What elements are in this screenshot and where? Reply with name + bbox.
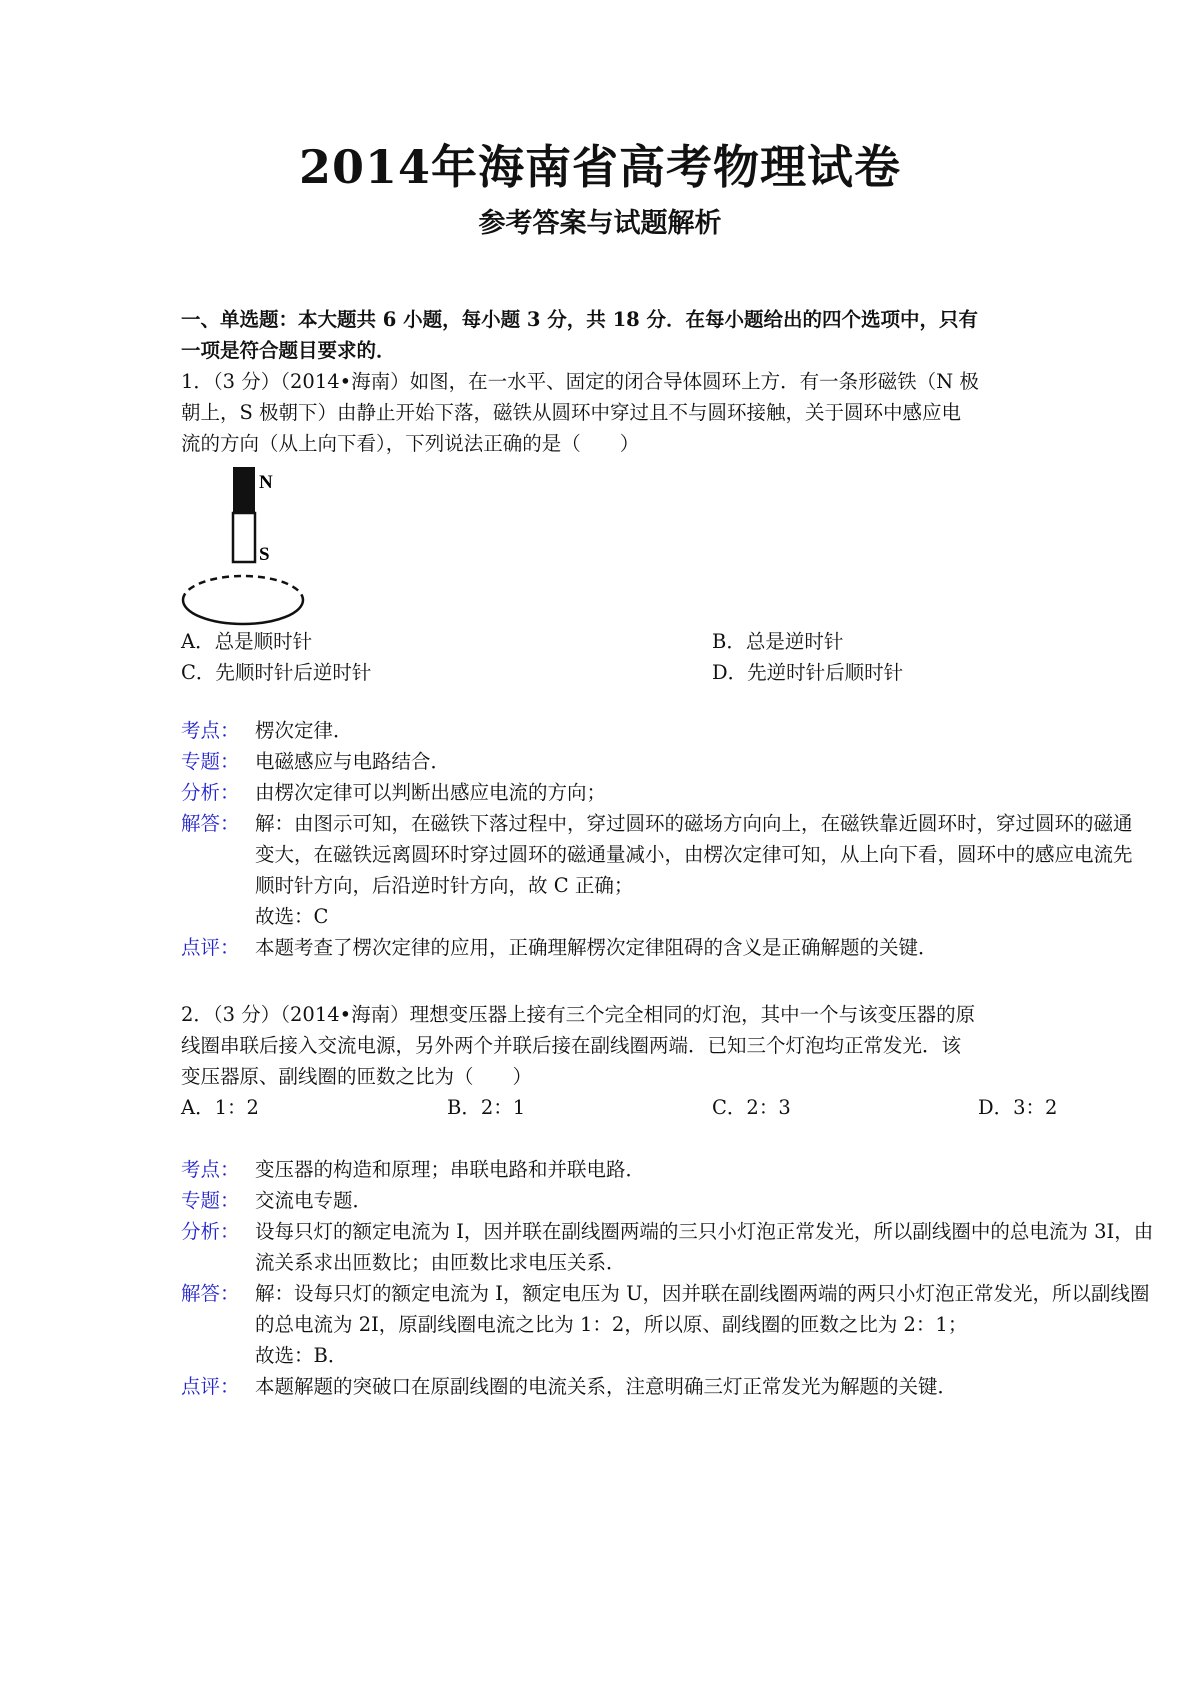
q1-kaodian-text: 楞次定律．	[255, 719, 353, 742]
ring-front-solid	[183, 600, 303, 624]
page-subtitle: 参考答案与试题解析	[478, 208, 722, 239]
q1-dianping-text: 本题考查了楞次定律的应用，正确理解楞次定律阻碍的含义是正确解题的关键．	[255, 936, 938, 959]
q1-fenxi-label: 分析：	[181, 781, 240, 804]
section-heading-line-2: 一项是符合题目要求的．	[181, 339, 396, 362]
q1-option-b: B．总是逆时针	[712, 630, 844, 653]
q2-option-a: A．1：2	[181, 1096, 259, 1119]
q2-zhuanti-label: 专题：	[181, 1189, 240, 1212]
q2-option-c: C．2：3	[712, 1096, 791, 1119]
q2-dianping-text: 本题解题的突破口在原副线圈的电流关系，注意明确三灯正常发光为解题的关键．	[255, 1375, 958, 1398]
south-pole-label: S	[259, 544, 270, 565]
q2-fenxi-label: 分析：	[181, 1220, 240, 1243]
q1-fenxi-text: 由楞次定律可以判断出感应电流的方向；	[255, 781, 607, 804]
q2-stem-line-2: 线圈串联后接入交流电源，另外两个并联后接在副线圈两端．已知三个灯泡均正常发光．该	[181, 1034, 962, 1057]
q2-fenxi-line-2: 流关系求出匝数比；由匝数比求电压关系．	[255, 1251, 626, 1274]
q1-dianping-label: 点评：	[181, 936, 240, 959]
q1-jieda-line-3: 顺时针方向，后沿逆时针方向，故 C 正确；	[255, 874, 634, 897]
q2-jieda-line-1: 解：设每只灯的额定电流为 I，额定电压为 U，因并联在副线圈两端的两只小灯泡正常发光，所以副线圈	[255, 1282, 1150, 1305]
q1-jieda-line-2: 变大，在磁铁远离圆环时穿过圆环的磁通量减小，由楞次定律可知，从上向下看，圆环中的感应电流先	[255, 843, 1133, 866]
q2-jieda-label: 解答：	[181, 1282, 240, 1305]
q2-kaodian-label: 考点：	[181, 1158, 240, 1181]
q2-fenxi-line-1: 设每只灯的额定电流为 I，因并联在副线圈两端的三只小灯泡正常发光，所以副线圈中的总电流为 3I，由	[255, 1220, 1154, 1243]
magnet-ring-diagram	[180, 462, 330, 642]
q1-jieda-line-1: 解：由图示可知，在磁铁下落过程中，穿过圆环的磁场方向向上，在磁铁靠近圆环时，穿过圆环的磁通	[255, 812, 1133, 835]
q1-jieda-line-4: 故选：C	[255, 905, 329, 928]
q1-option-a: A．总是顺时针	[181, 630, 313, 653]
magnet-south-half	[233, 513, 255, 562]
q1-option-c: C．先顺时针后逆时针	[181, 661, 372, 684]
q1-jieda-label: 解答：	[181, 812, 240, 835]
section-heading-line-1: 一、单选题：本大题共 6 小题，每小题 3 分，共 18 分．在每小题给出的四个选项中，只有	[181, 308, 979, 331]
q2-stem-line-1: 2．（3 分）（2014•海南）理想变压器上接有三个完全相同的灯泡，其中一个与该变压器的原	[181, 1003, 976, 1026]
q1-kaodian-label: 考点：	[181, 719, 240, 742]
q2-stem-line-3: 变压器原、副线圈的匝数之比为（ ）	[181, 1065, 533, 1088]
page-title: 2014年海南省高考物理试卷	[298, 140, 902, 194]
q2-dianping-label: 点评：	[181, 1375, 240, 1398]
q2-jieda-line-3: 故选：B．	[255, 1344, 348, 1367]
q1-zhuanti-text: 电磁感应与电路结合．	[255, 750, 451, 773]
magnet-ring-figure	[180, 462, 330, 646]
q2-jieda-line-2: 的总电流为 2I，原副线圈电流之比为 1：2，所以原、副线圈的匝数之比为 2：1；	[255, 1313, 968, 1336]
q1-option-d: D．先逆时针后顺时针	[712, 661, 904, 684]
q2-kaodian-text: 变压器的构造和原理；串联电路和并联电路．	[255, 1158, 646, 1181]
magnet-north-half	[233, 467, 255, 513]
q1-stem-line-2: 朝上，S 极朝下）由静止开始下落，磁铁从圆环中穿过且不与圆环接触，关于圆环中感应电	[181, 401, 962, 424]
q2-zhuanti-text: 交流电专题．	[255, 1189, 373, 1212]
ring-back-dashed	[183, 576, 303, 600]
q2-option-d: D．3：2	[978, 1096, 1058, 1119]
q1-stem-line-1: 1．（3 分）（2014•海南）如图，在一水平、固定的闭合导体圆环上方．有一条形磁铁（N 极	[181, 370, 979, 393]
q2-option-b: B．2：1	[447, 1096, 526, 1119]
north-pole-label: N	[259, 472, 273, 493]
q1-zhuanti-label: 专题：	[181, 750, 240, 773]
q1-stem-line-3: 流的方向（从上向下看），下列说法正确的是（ ）	[181, 432, 640, 455]
